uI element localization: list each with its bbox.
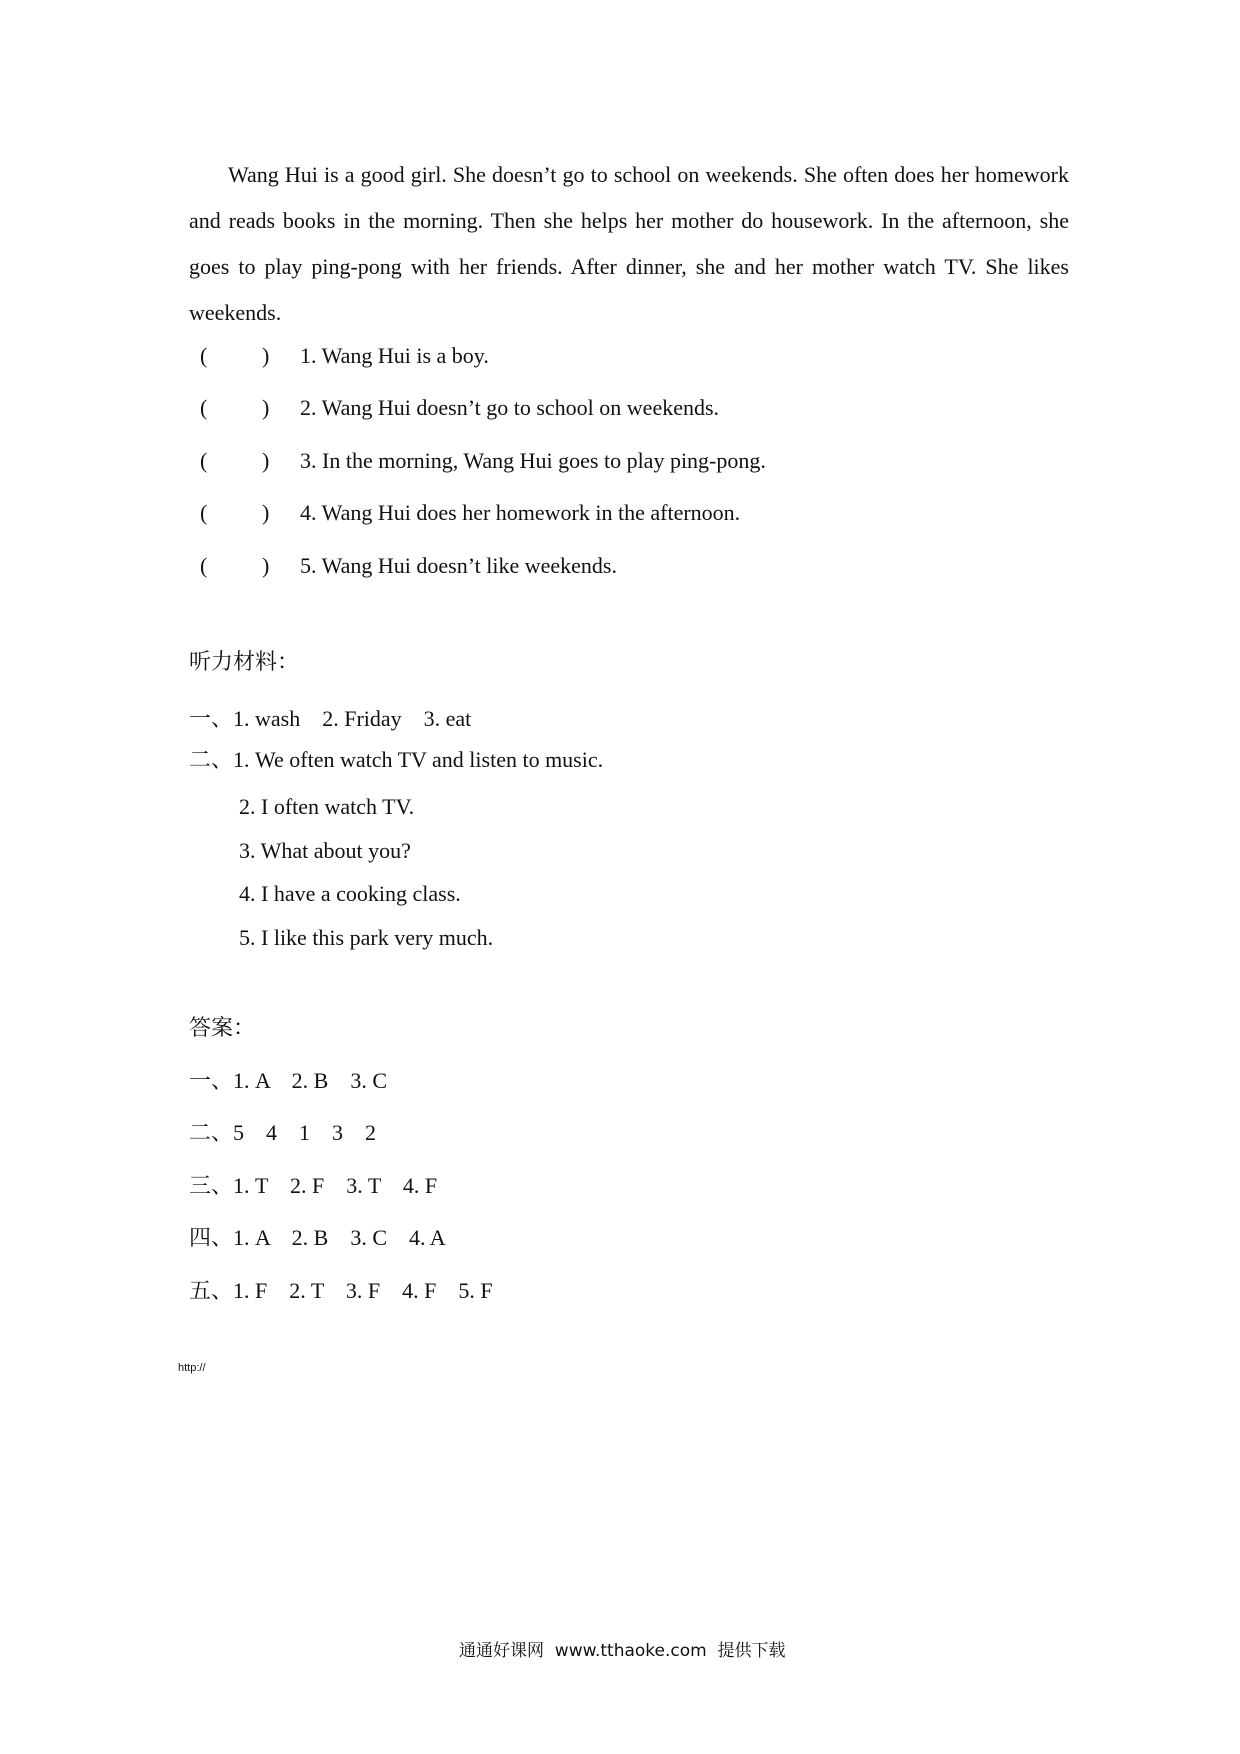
answer-blank-close: ) xyxy=(262,500,270,525)
answer-line: 三、1. T 2. F 3. T 4. F xyxy=(189,1173,438,1198)
listening-line: 3. What about you? xyxy=(239,838,411,863)
reading-passage: Wang Hui is a good girl. She doesn’t go to school on weekends. She often does her homework and reads books in the morning. Then she helps her mother do housework. In the afternoon, she goes to play ping-pong with her friends. After dinner, she and her mother watch TV. She likes weekends. xyxy=(189,162,1069,325)
http-text: http:// xyxy=(178,1362,206,1374)
listening-line: 4. I have a cooking class. xyxy=(239,881,461,906)
answer-line: 一、1. A 2. B 3. C xyxy=(189,1068,388,1093)
answer-line: 二、5 4 1 3 2 xyxy=(189,1120,377,1145)
answer-blank-close: ) xyxy=(262,448,270,473)
answer-blank-close: ) xyxy=(262,395,270,420)
listening-heading: 听力材料： xyxy=(189,649,300,674)
question-item xyxy=(200,500,1000,526)
answer-blank-open: ( xyxy=(200,395,208,420)
listening-line: 一、1. wash 2. Friday 3. eat xyxy=(189,706,472,731)
question-item xyxy=(200,343,1000,369)
answer-blank-open: ( xyxy=(200,553,208,578)
listening-line: 5. I like this park very much. xyxy=(239,925,494,950)
listening-line: 2. I often watch TV. xyxy=(239,794,415,819)
question-item xyxy=(200,395,1000,421)
footer-text: 通通好课网 www.tthaoke.com 提供下载 xyxy=(459,1641,786,1661)
question-text: 1. Wang Hui is a boy. xyxy=(300,343,489,368)
answer-line: 四、1. A 2. B 3. C 4. A xyxy=(189,1225,446,1250)
answer-blank-open: ( xyxy=(200,343,208,368)
question-text: 4. Wang Hui does her homework in the afternoon. xyxy=(300,500,741,525)
question-item xyxy=(200,448,1000,474)
answer-line: 五、1. F 2. T 3. F 4. F 5. F xyxy=(189,1278,493,1303)
listening-line: 二、1. We often watch TV and listen to music. xyxy=(189,747,604,772)
answers-heading: 答案： xyxy=(189,1015,256,1040)
question-item xyxy=(200,553,1000,579)
question-text: 3. In the morning, Wang Hui goes to play ping-pong. xyxy=(300,448,766,473)
answer-blank-close: ) xyxy=(262,343,270,368)
answer-blank-close: ) xyxy=(262,553,270,578)
answer-blank-open: ( xyxy=(200,448,208,473)
question-text: 5. Wang Hui doesn’t like weekends. xyxy=(300,553,617,578)
question-text: 2. Wang Hui doesn’t go to school on weekends. xyxy=(300,395,720,420)
answer-blank-open: ( xyxy=(200,500,208,525)
